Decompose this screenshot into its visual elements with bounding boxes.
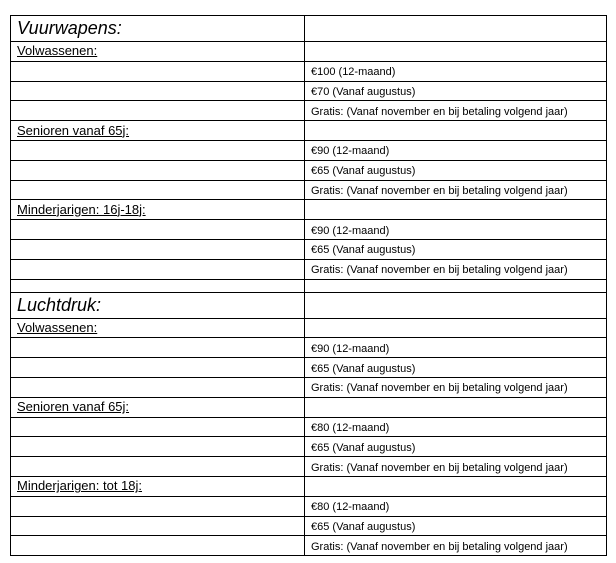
price-text-cell [305, 220, 607, 240]
price-text-cell [305, 358, 607, 378]
price-row [11, 536, 607, 556]
empty-cell [11, 437, 305, 457]
price-row [11, 437, 607, 457]
section-title: Luchtdruk: [17, 294, 102, 315]
price-row [11, 160, 607, 180]
price-row [11, 516, 607, 536]
price-text-cell [305, 457, 607, 477]
empty-cell [305, 16, 607, 42]
price-text: €90 (12-maand) [311, 145, 390, 158]
price-text: Gratis: (Vanaf november en bij betaling volgend jaar) [311, 105, 568, 118]
empty-cell [11, 377, 305, 397]
empty-cell [11, 358, 305, 378]
empty-cell [305, 292, 607, 318]
group-label: Volwassenen: [17, 319, 98, 335]
price-text-cell [305, 417, 607, 437]
price-text-cell [305, 536, 607, 556]
price-row [11, 377, 607, 397]
empty-cell [11, 220, 305, 240]
group-row [11, 121, 607, 141]
price-row [11, 259, 607, 279]
price-text-cell [305, 239, 607, 259]
section-title-cell [11, 16, 305, 42]
empty-cell [11, 496, 305, 516]
price-text-cell [305, 160, 607, 180]
price-text: Gratis: (Vanaf november en bij betaling volgend jaar) [311, 382, 568, 395]
price-text: €90 (12-maand) [311, 342, 390, 355]
empty-cell [11, 338, 305, 358]
price-text: €80 (12-maand) [311, 421, 390, 434]
empty-cell [11, 417, 305, 437]
price-row [11, 338, 607, 358]
group-label-cell [11, 121, 305, 141]
price-text: €90 (12-maand) [311, 224, 390, 237]
empty-cell [11, 180, 305, 200]
price-text-cell [305, 81, 607, 101]
section-title-row [11, 292, 607, 318]
group-row [11, 318, 607, 338]
group-label-cell [11, 42, 305, 62]
group-label-cell [11, 318, 305, 338]
group-label: Minderjarigen: tot 18j: [17, 478, 143, 494]
spacer-right-cell [305, 279, 607, 292]
empty-cell [11, 457, 305, 477]
group-label-cell [11, 397, 305, 417]
section-title-cell [11, 292, 305, 318]
empty-cell [305, 318, 607, 338]
price-row [11, 101, 607, 121]
price-text-cell [305, 437, 607, 457]
price-row [11, 457, 607, 477]
price-text-cell [305, 61, 607, 81]
price-text: €70 (Vanaf augustus) [311, 85, 416, 98]
group-label-cell [11, 200, 305, 220]
price-text: Gratis: (Vanaf november en bij betaling volgend jaar) [311, 184, 568, 197]
price-row [11, 220, 607, 240]
group-row [11, 397, 607, 417]
price-text: €100 (12-maand) [311, 66, 396, 79]
empty-cell [11, 140, 305, 160]
price-row [11, 81, 607, 101]
empty-cell [305, 476, 607, 496]
group-label: Volwassenen: [17, 43, 98, 59]
group-row [11, 476, 607, 496]
price-text-cell [305, 180, 607, 200]
empty-cell [305, 42, 607, 62]
spacer-left-cell [11, 279, 305, 292]
spacer-row [11, 279, 607, 292]
price-row [11, 496, 607, 516]
price-text-cell [305, 101, 607, 121]
price-text: €65 (Vanaf augustus) [311, 520, 416, 533]
price-row [11, 180, 607, 200]
price-text-cell [305, 259, 607, 279]
group-row [11, 42, 607, 62]
price-row [11, 140, 607, 160]
price-text-cell [305, 516, 607, 536]
group-label: Minderjarigen: 16j-18j: [17, 201, 146, 217]
empty-cell [305, 397, 607, 417]
section-title: Vuurwapens: [17, 18, 122, 38]
price-text-cell [305, 377, 607, 397]
price-text: Gratis: (Vanaf november en bij betaling volgend jaar) [311, 540, 568, 553]
price-text: €65 (Vanaf augustus) [311, 244, 416, 257]
price-text-cell [305, 140, 607, 160]
group-label: Senioren vanaf 65j: [17, 399, 130, 415]
empty-cell [11, 259, 305, 279]
empty-cell [11, 160, 305, 180]
group-row [11, 200, 607, 220]
group-label-cell [11, 476, 305, 496]
price-text: €65 (Vanaf augustus) [311, 441, 416, 454]
price-text-cell [305, 338, 607, 358]
price-text: Gratis: (Vanaf november en bij betaling volgend jaar) [311, 461, 568, 474]
table-body [11, 16, 607, 556]
empty-cell [305, 200, 607, 220]
price-text-cell [305, 496, 607, 516]
price-row [11, 358, 607, 378]
empty-cell [11, 101, 305, 121]
section-title-row [11, 16, 607, 42]
price-row [11, 239, 607, 259]
price-row [11, 61, 607, 81]
price-text: €65 (Vanaf augustus) [311, 362, 416, 375]
price-text: €80 (12-maand) [311, 501, 390, 514]
price-row [11, 417, 607, 437]
empty-cell [11, 81, 305, 101]
empty-cell [11, 61, 305, 81]
price-text: Gratis: (Vanaf november en bij betaling volgend jaar) [311, 264, 568, 277]
empty-cell [305, 121, 607, 141]
empty-cell [11, 239, 305, 259]
group-label: Senioren vanaf 65j: [17, 122, 130, 138]
price-table [10, 15, 607, 556]
price-text: €65 (Vanaf augustus) [311, 165, 416, 178]
empty-cell [11, 536, 305, 556]
empty-cell [11, 516, 305, 536]
